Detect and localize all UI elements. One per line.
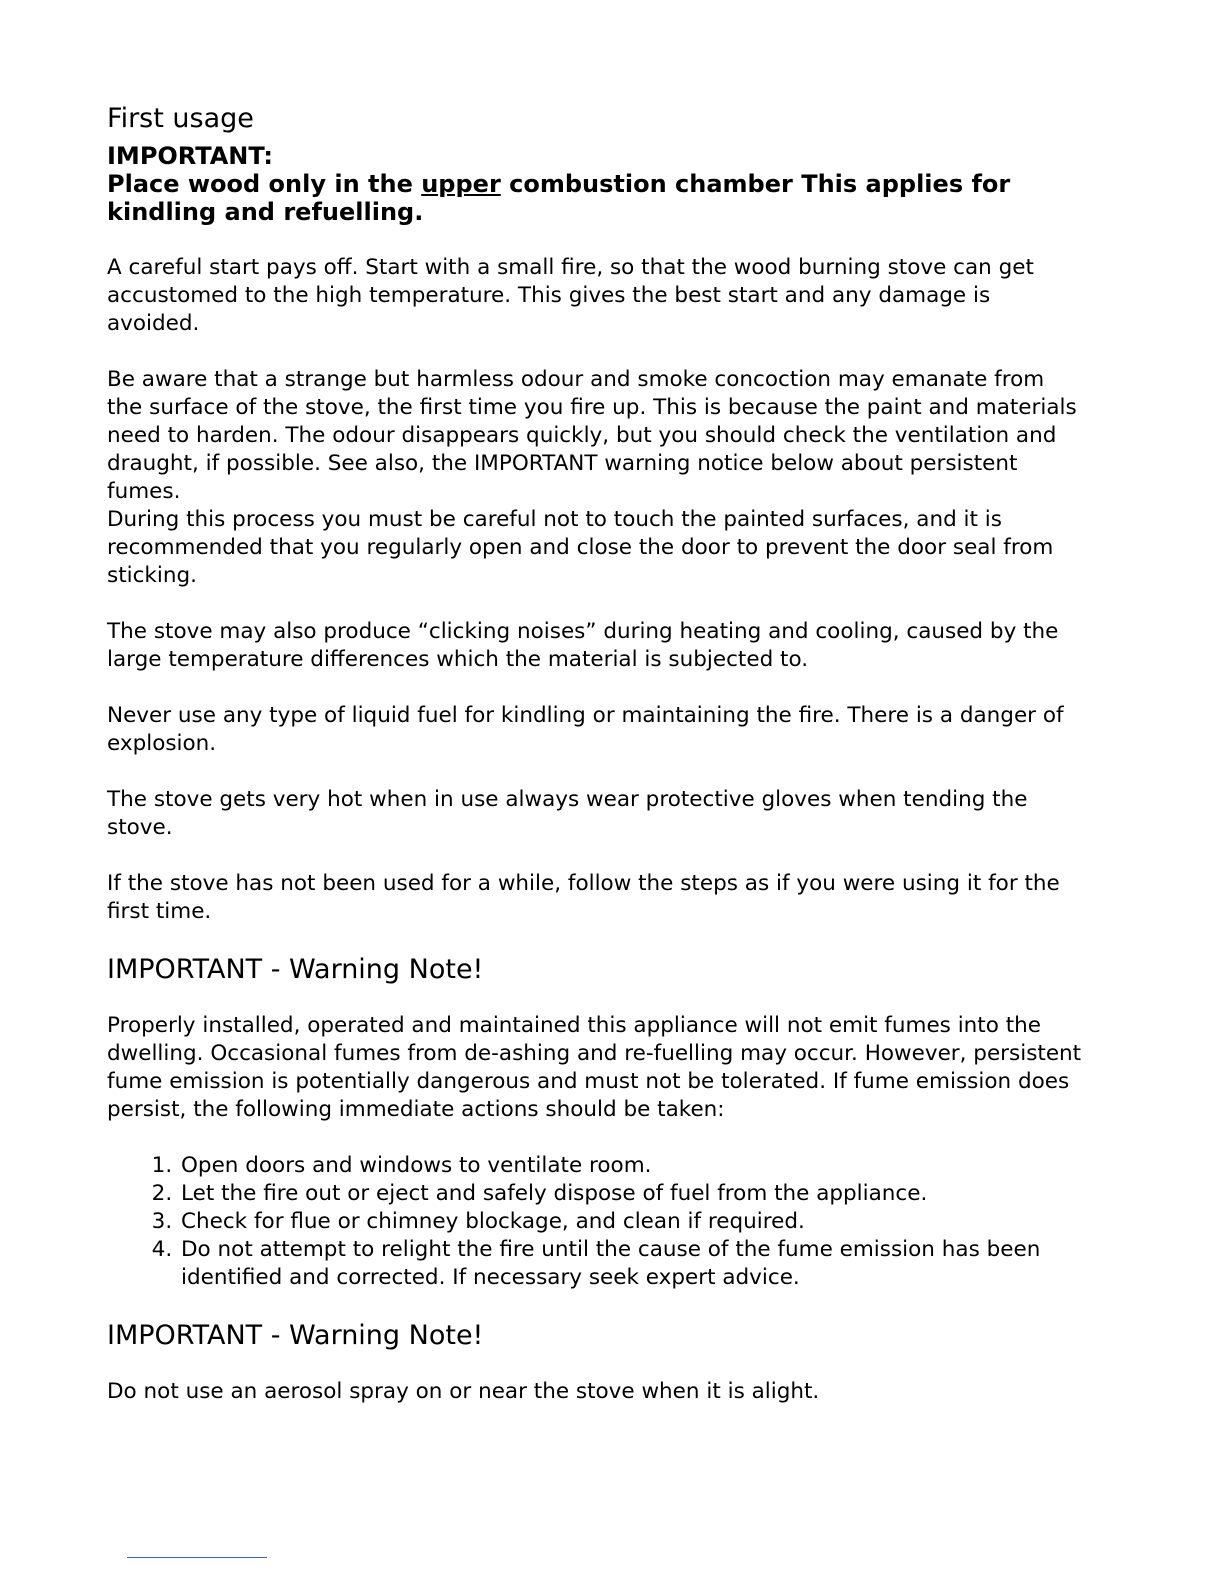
warning-text-fumes: Properly installed, operated and maintained this appliance will not emit fumes into the dwelling. Occasional fumes from de-ashing and re-fuelling may occur. However, persistent fume emission is potentially dangerous and must not be tolerated. If fume emission does persist, the following immediate actions should be taken: [107, 1013, 1082, 1122]
important-label: IMPORTANT: [107, 142, 274, 170]
document-page [107, 100, 1082, 1406]
important-text [107, 170, 1082, 226]
paragraph-liquid-fuel: Never use any type of liquid fuel for kindling or maintaining the fire. There is a danger of explosion. [107, 703, 1064, 756]
list-item: 1. Open doors and windows to ventilate room. [179, 1152, 1082, 1180]
warning-title-aerosol: IMPORTANT - Warning Note! [107, 1320, 484, 1351]
warning-steps-list [107, 1152, 1082, 1292]
important-text-underlined: upper [421, 170, 501, 198]
footer-rule [127, 1557, 267, 1558]
paragraph-painted-surfaces: During this process you must be careful not to touch the painted surfaces, and it is recommended that you regularly open and close the door to prevent the door seal from sticking. [107, 507, 1054, 588]
list-item: 2. Let the fire out or eject and safely dispose of fuel from the appliance. [179, 1180, 1082, 1208]
paragraph-odour: Be aware that a strange but harmless odour and smoke concoction may emanate from the surface of the stove, the first time you fire up. This is because the paint and materials need to harden. The odour disappears quickly, but you should check the ventilation and draught, if possible. See also, the IMPORTANT warning notice below about persistent fumes. [107, 367, 1077, 504]
paragraph-careful-start: A careful start pays off. Start with a small fire, so that the wood burning stove can get accustomed to the high temperature. This gives the best start and any damage is avoided. [107, 255, 1034, 336]
paragraph-unused-stove: If the stove has not been used for a while, follow the steps as if you were using it for the first time. [107, 871, 1060, 924]
warning-text-aerosol: Do not use an aerosol spray on or near the stove when it is alight. [107, 1379, 820, 1404]
important-text-pre: Place wood only in the [107, 170, 422, 198]
important-notice [107, 142, 1082, 226]
paragraph-gloves: The stove gets very hot when in use always wear protective gloves when tending the stove. [107, 787, 1028, 840]
section-heading: First usage [107, 103, 254, 134]
paragraph-clicking-noises: The stove may also produce “clicking noises” during heating and cooling, caused by the large temperature differences which the material is subjected to. [107, 619, 1059, 672]
list-item: 4. Do not attempt to relight the fire until the cause of the fume emission has been identified and corrected. If necessary seek expert advice. [179, 1236, 1082, 1292]
list-item: 3. Check for flue or chimney blockage, and clean if required. [179, 1208, 1082, 1236]
warning-title-fumes: IMPORTANT - Warning Note! [107, 954, 484, 985]
important-text-post: combustion chamber This applies for kindling and refuelling. [107, 170, 1011, 226]
